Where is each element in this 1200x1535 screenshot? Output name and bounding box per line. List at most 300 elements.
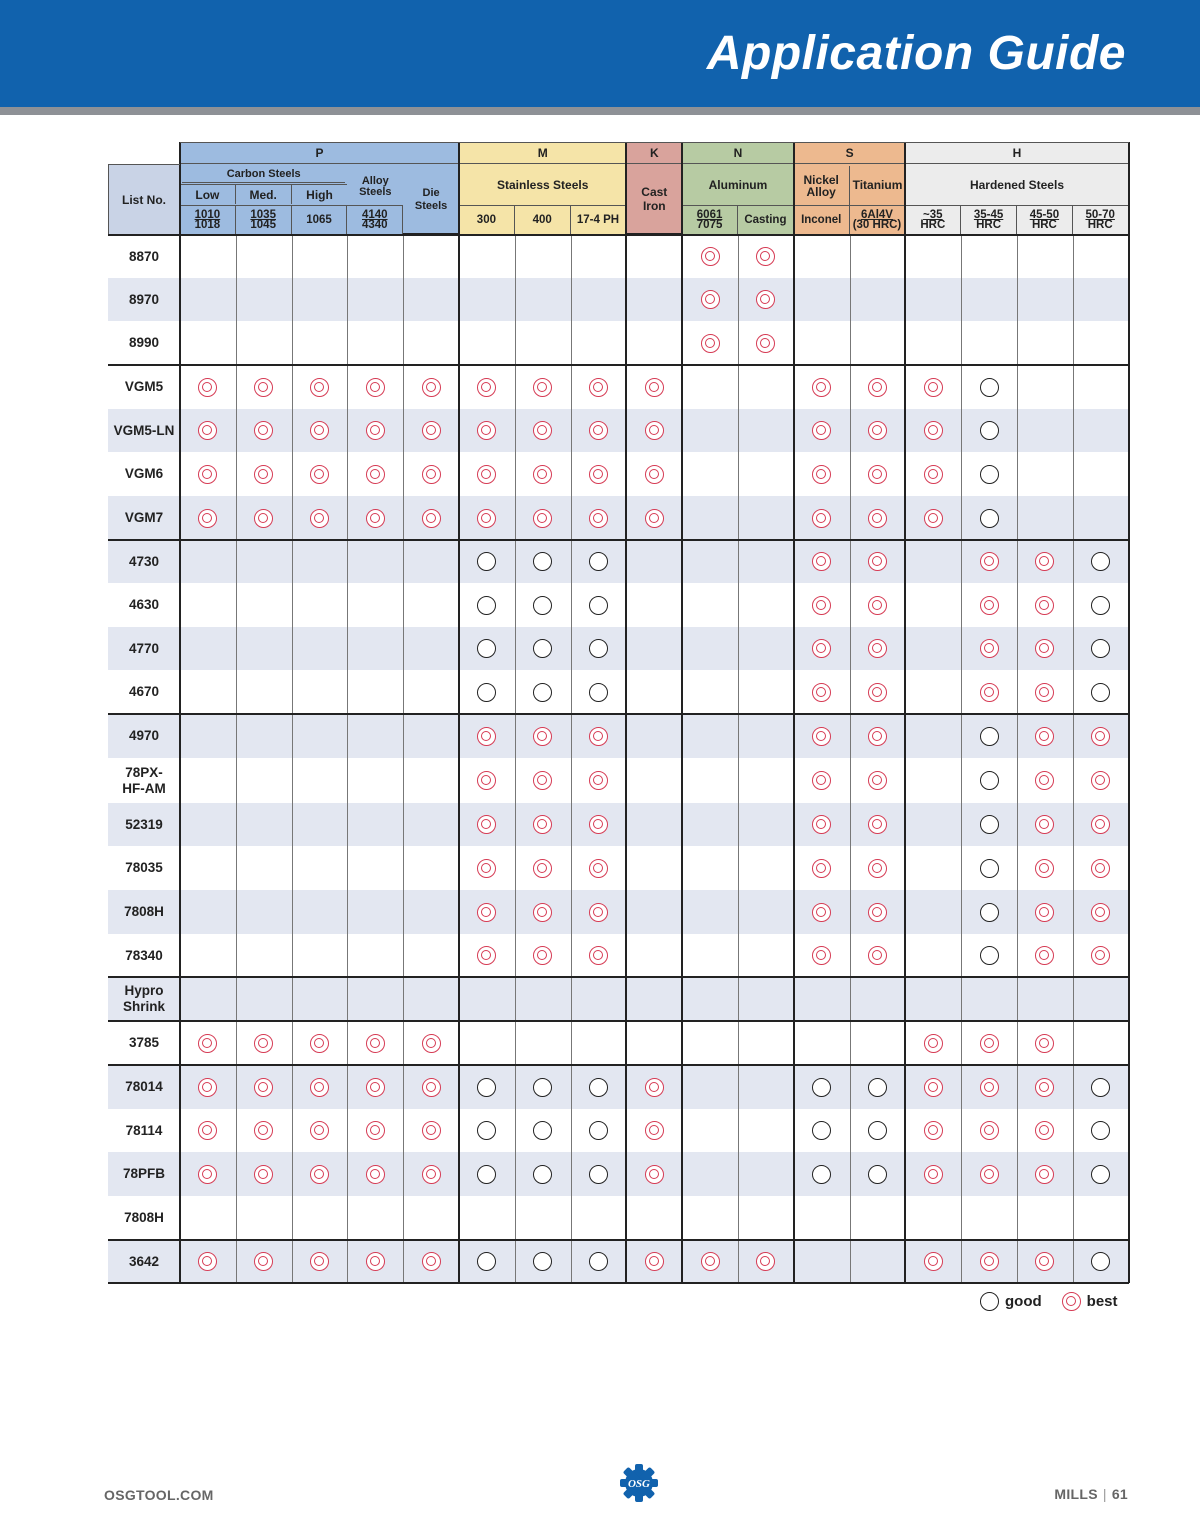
row-label-line: VGM7 [124,510,164,525]
best-symbol-icon [366,1252,385,1271]
column-divider [738,235,739,1283]
best-symbol-icon [422,1252,441,1271]
row-group-rule [108,1282,1129,1284]
column-header-line: 300 [476,214,496,226]
titanium-header: Titanium [852,178,903,192]
best-symbol-icon [868,815,887,834]
best-symbol-icon [533,378,552,397]
row-label [108,1021,180,1065]
best-symbol-icon [589,465,608,484]
row-label-line: HF-AM [122,780,166,796]
good-symbol-icon [980,771,999,790]
best-symbol-icon [812,596,831,615]
good-symbol-icon [477,1165,496,1184]
column-divider [403,235,404,1283]
good-symbol-icon [589,1078,608,1097]
best-symbol-icon [477,465,496,484]
good-symbol-icon [812,1121,831,1140]
row-label [108,803,180,846]
good-symbol-icon [980,509,999,528]
row-label-line: 8970 [128,291,160,307]
best-symbol-icon [310,1252,329,1271]
best-symbol-icon [589,421,608,440]
best-symbol-icon [1035,683,1054,702]
best-symbol-icon [366,378,385,397]
best-symbol-icon [254,378,273,397]
best-symbol-icon [533,727,552,746]
row-label [108,846,180,890]
good-symbol-icon [589,1165,608,1184]
column-header-14 [961,205,1017,234]
best-symbol-icon [198,465,217,484]
row-label [108,1065,180,1109]
column-header-line: Casting [744,214,787,226]
row-label [108,714,180,758]
column-header-line: 35-45 [973,209,1004,221]
row-label-line: 4730 [128,553,160,569]
best-symbol-icon [533,903,552,922]
good-symbol-icon [589,596,608,615]
best-symbol-icon [645,465,664,484]
best-symbol-icon [477,771,496,790]
column-divider [850,235,851,1283]
best-symbol-icon [1091,946,1110,965]
row-label [108,278,180,321]
row-label-line: 8870 [128,248,160,264]
best-symbol-icon [477,946,496,965]
best-symbol-icon [366,509,385,528]
best-symbol-icon [422,421,441,440]
best-symbol-icon [868,465,887,484]
best-symbol-icon [589,859,608,878]
group-header-n: N [682,142,794,164]
best-symbol-icon [868,639,887,658]
osg-logo-icon [618,1462,660,1504]
best-symbol-icon [477,859,496,878]
row-label [108,365,180,409]
row-label-line: Shrink [122,999,165,1014]
legend-good-label: good [1005,1292,1042,1310]
row-label-line: 78340 [125,947,163,963]
row-label [108,1196,180,1240]
row-label-line: 78014 [125,1079,163,1094]
carbon-sub-0: Low [180,184,236,204]
row-band [108,278,1129,321]
best-symbol-icon [924,1078,943,1097]
column-header-line: 17-4 PH [576,214,620,226]
column-divider [961,235,962,1283]
best-symbol-icon [701,334,720,353]
good-symbol-icon [980,903,999,922]
good-symbol-icon [589,683,608,702]
list-no-header: List No. [108,164,180,235]
page-title: Application Guide [706,27,1126,80]
row-group-rule [108,976,1129,978]
good-symbol-icon [868,1121,887,1140]
best-symbol-icon [868,946,887,965]
column-header-line: 45-50 [1029,209,1060,221]
best-symbol-icon [422,1034,441,1053]
column-header-line: 400 [532,214,552,226]
good-symbol-icon [980,859,999,878]
column-header-9 [682,205,738,234]
row-group-rule [108,364,1129,366]
column-divider [347,235,348,1283]
row-label-line: 52319 [125,816,163,832]
best-symbol-icon [198,1078,217,1097]
good-symbol-icon [980,815,999,834]
best-symbol-icon [812,509,831,528]
best-symbol-icon [701,247,720,266]
column-header-line: ~35 [923,209,943,221]
best-symbol-icon [310,421,329,440]
best-symbol-icon [1035,1165,1054,1184]
best-symbol-icon [422,378,441,397]
best-symbol-icon [198,1165,217,1184]
aluminum-header: Aluminum [708,178,768,192]
column-header-line: 6Al4V [861,209,893,221]
column-header-line: 1065 [306,214,332,226]
column-header-line: HRC [976,219,1002,231]
row-band [108,803,1129,846]
row-band [108,714,1129,758]
best-symbol-icon [589,771,608,790]
good-symbol-icon [589,1252,608,1271]
row-group-rule [108,1064,1129,1066]
legend-best-label: best [1086,1292,1118,1310]
best-symbol-icon [1035,946,1054,965]
best-symbol-icon [533,771,552,790]
footer-page-number: 61 [1111,1486,1128,1502]
good-symbol-icon [868,1165,887,1184]
best-symbol-icon [1035,903,1054,922]
column-header-line: HRC [920,219,946,231]
best-symbol-icon [701,1252,720,1271]
column-divider [571,235,572,1283]
best-symbol-icon [533,859,552,878]
best-symbol-icon [254,1121,273,1140]
column-header-1 [236,205,292,234]
good-symbol-icon [812,1165,831,1184]
best-symbol-icon [756,247,775,266]
best-symbol-icon [812,946,831,965]
row-label [108,1152,180,1196]
column-header-16 [1073,205,1129,234]
group-header-h: H [905,142,1128,164]
column-divider [292,235,293,1283]
best-symbol-icon [1035,771,1054,790]
best-symbol-icon [1035,1034,1054,1053]
column-header-11 [794,205,850,234]
best-symbol-icon [1035,859,1054,878]
best-symbol-icon [422,1078,441,1097]
row-label [108,977,180,1021]
row-label-line: 3785 [128,1035,160,1050]
best-symbol-icon [868,859,887,878]
column-header-line: 1010 [194,209,221,221]
best-symbol-icon [645,378,664,397]
good-symbol-icon [477,1078,496,1097]
best-symbol-icon [1035,1078,1054,1097]
row-label [108,670,180,714]
carbon-steels-header: Carbon Steels [226,168,301,180]
column-header-line: 1035 [250,209,276,221]
best-symbol-icon [980,1078,999,1097]
row-label-line: 78PFB [122,1166,166,1181]
row-label [108,758,180,803]
row-label-line: 78114 [125,1122,163,1138]
best-symbol-icon [1062,1292,1081,1311]
best-symbol-icon [812,771,831,790]
best-symbol-icon [645,1165,664,1184]
good-symbol-icon [1091,596,1110,615]
row-band [108,890,1129,934]
footer-separator: | [1102,1486,1107,1502]
row-label-line: Hypro [124,983,164,998]
good-symbol-icon [477,596,496,615]
column-header-line: 1045 [250,219,276,231]
good-symbol-icon [533,683,552,702]
row-group-rule [108,539,1129,541]
best-symbol-icon [812,465,831,484]
best-symbol-icon [310,378,329,397]
row-label [108,409,180,452]
column-header-line: 50-70 [1085,209,1115,221]
best-symbol-icon [868,903,887,922]
best-symbol-icon [812,727,831,746]
best-symbol-icon [198,378,217,397]
die-steels-header: Die Steels [414,187,448,212]
best-symbol-icon [980,639,999,658]
column-divider [515,235,516,1283]
column-header-13 [905,205,961,234]
best-symbol-icon [868,509,887,528]
good-symbol-icon [812,1078,831,1097]
column-header-12 [850,205,906,234]
best-symbol-icon [980,1034,999,1053]
best-symbol-icon [366,1034,385,1053]
svg-text:OSG: OSG [627,1478,651,1490]
good-symbol-icon [1091,683,1110,702]
row-label [108,1240,180,1283]
best-symbol-icon [254,465,273,484]
best-symbol-icon [477,509,496,528]
best-symbol-icon [366,1121,385,1140]
good-symbol-icon [980,421,999,440]
best-symbol-icon [533,509,552,528]
footer-section: MILLS [1054,1486,1098,1502]
column-header-line: 6061 [696,209,723,221]
header-bottom-rule [108,234,1129,236]
good-symbol-icon [589,1121,608,1140]
group-header-k: K [626,142,682,164]
best-symbol-icon [310,1078,329,1097]
list-header-top-rule [108,164,180,165]
best-symbol-icon [924,509,943,528]
column-header-line: 4340 [361,219,388,231]
row-group-rule [108,1020,1129,1022]
best-symbol-icon [980,1121,999,1140]
header-top-rule [180,142,1129,143]
good-symbol-icon [533,596,552,615]
best-symbol-icon [198,1034,217,1053]
best-symbol-icon [980,1252,999,1271]
column-divider [236,235,237,1283]
group-header-s: S [794,142,906,164]
best-symbol-icon [980,552,999,571]
good-symbol-icon [980,727,999,746]
column-header-3 [347,205,403,234]
good-symbol-icon [533,1121,552,1140]
best-symbol-icon [1035,1121,1054,1140]
row-label [108,934,180,977]
good-symbol-icon [1091,1078,1110,1097]
row-label [108,627,180,670]
best-symbol-icon [812,903,831,922]
row-label [108,452,180,496]
group-header-m: M [459,142,626,164]
best-symbol-icon [533,946,552,965]
carbon-steels-rule [182,182,345,183]
row-band [108,627,1129,670]
good-symbol-icon [533,1165,552,1184]
best-symbol-icon [1035,596,1054,615]
best-symbol-icon [422,509,441,528]
row-label [108,540,180,583]
column-header-line: (30 HRC) [852,219,902,231]
row-label-line: 4970 [128,728,160,743]
best-symbol-icon [366,421,385,440]
row-label-line: 8990 [128,335,160,350]
row-label [108,890,180,934]
row-label [108,235,180,278]
best-symbol-icon [1091,859,1110,878]
column-header-line: 1018 [194,219,221,231]
best-symbol-icon [924,1121,943,1140]
good-symbol-icon [980,1292,999,1311]
good-symbol-icon [533,1078,552,1097]
best-symbol-icon [1091,727,1110,746]
column-header-6 [515,205,571,234]
best-symbol-icon [422,1165,441,1184]
good-symbol-icon [980,465,999,484]
best-symbol-icon [868,552,887,571]
row-label-line: 7808H [124,1210,164,1225]
group-header-p: P [180,142,459,164]
good-symbol-icon [477,1121,496,1140]
best-symbol-icon [868,727,887,746]
best-symbol-icon [310,465,329,484]
column-header-10 [738,205,794,234]
best-symbol-icon [366,1165,385,1184]
nickel-alloy-header: Nickel Alloy [794,166,850,206]
best-symbol-icon [980,1165,999,1184]
row-label-line: 78035 [125,860,163,875]
column-header-5 [459,205,515,234]
row-label-line: VGM6 [124,466,164,481]
best-symbol-icon [868,421,887,440]
best-symbol-icon [310,1121,329,1140]
best-symbol-icon [254,1078,273,1097]
row-band [108,540,1129,583]
best-symbol-icon [924,465,943,484]
best-symbol-icon [701,290,720,309]
row-band [108,977,1129,1021]
best-symbol-icon [422,1121,441,1140]
best-symbol-icon [924,421,943,440]
stainless-steels-header: Stainless Steels [497,178,589,192]
best-symbol-icon [868,683,887,702]
row-label-line: 4770 [128,640,160,656]
best-symbol-icon [589,509,608,528]
row-group-rule [108,713,1129,715]
row-label-line: VGM5 [124,379,164,394]
column-header-line: Inconel [801,214,842,226]
row-label [108,496,180,540]
row-label-line: VGM5-LN [113,422,175,438]
best-symbol-icon [1035,727,1054,746]
column-header-0 [180,205,236,234]
best-symbol-icon [645,1121,664,1140]
good-symbol-icon [589,552,608,571]
column-divider [1073,235,1074,1283]
row-label [108,583,180,627]
best-symbol-icon [812,859,831,878]
best-symbol-icon [477,727,496,746]
best-symbol-icon [589,946,608,965]
footer-website: OSGTOOL.COM [104,1487,214,1503]
cast-iron-header: Cast Iron [641,185,668,213]
best-symbol-icon [477,903,496,922]
column-header-line: HRC [1031,219,1057,231]
carbon-sub-2: High [292,184,348,204]
best-symbol-icon [533,465,552,484]
best-symbol-icon [310,1165,329,1184]
best-symbol-icon [254,1034,273,1053]
hardened-steels-header: Hardened Steels [969,178,1064,192]
good-symbol-icon [589,639,608,658]
best-symbol-icon [756,334,775,353]
best-symbol-icon [812,683,831,702]
best-symbol-icon [1091,903,1110,922]
best-symbol-icon [812,378,831,397]
best-symbol-icon [310,1034,329,1053]
best-symbol-icon [198,509,217,528]
best-symbol-icon [980,596,999,615]
best-symbol-icon [868,596,887,615]
best-symbol-icon [589,903,608,922]
row-label [108,321,180,365]
row-label [108,1109,180,1152]
row-group-rule [108,1239,1129,1241]
column-header-line: HRC [1087,219,1113,231]
best-symbol-icon [422,465,441,484]
row-label-line: 4630 [128,597,160,612]
best-symbol-icon [254,1165,273,1184]
best-symbol-icon [366,1078,385,1097]
good-symbol-icon [980,378,999,397]
best-symbol-icon [589,378,608,397]
column-header-line: 4140 [361,209,388,221]
best-symbol-icon [366,465,385,484]
row-label-line: 7808H [124,904,164,919]
column-header-2 [292,205,348,234]
best-symbol-icon [980,683,999,702]
best-symbol-icon [589,815,608,834]
column-header-line: 7075 [696,219,723,231]
good-symbol-icon [1091,1165,1110,1184]
column-header-7 [571,205,627,234]
